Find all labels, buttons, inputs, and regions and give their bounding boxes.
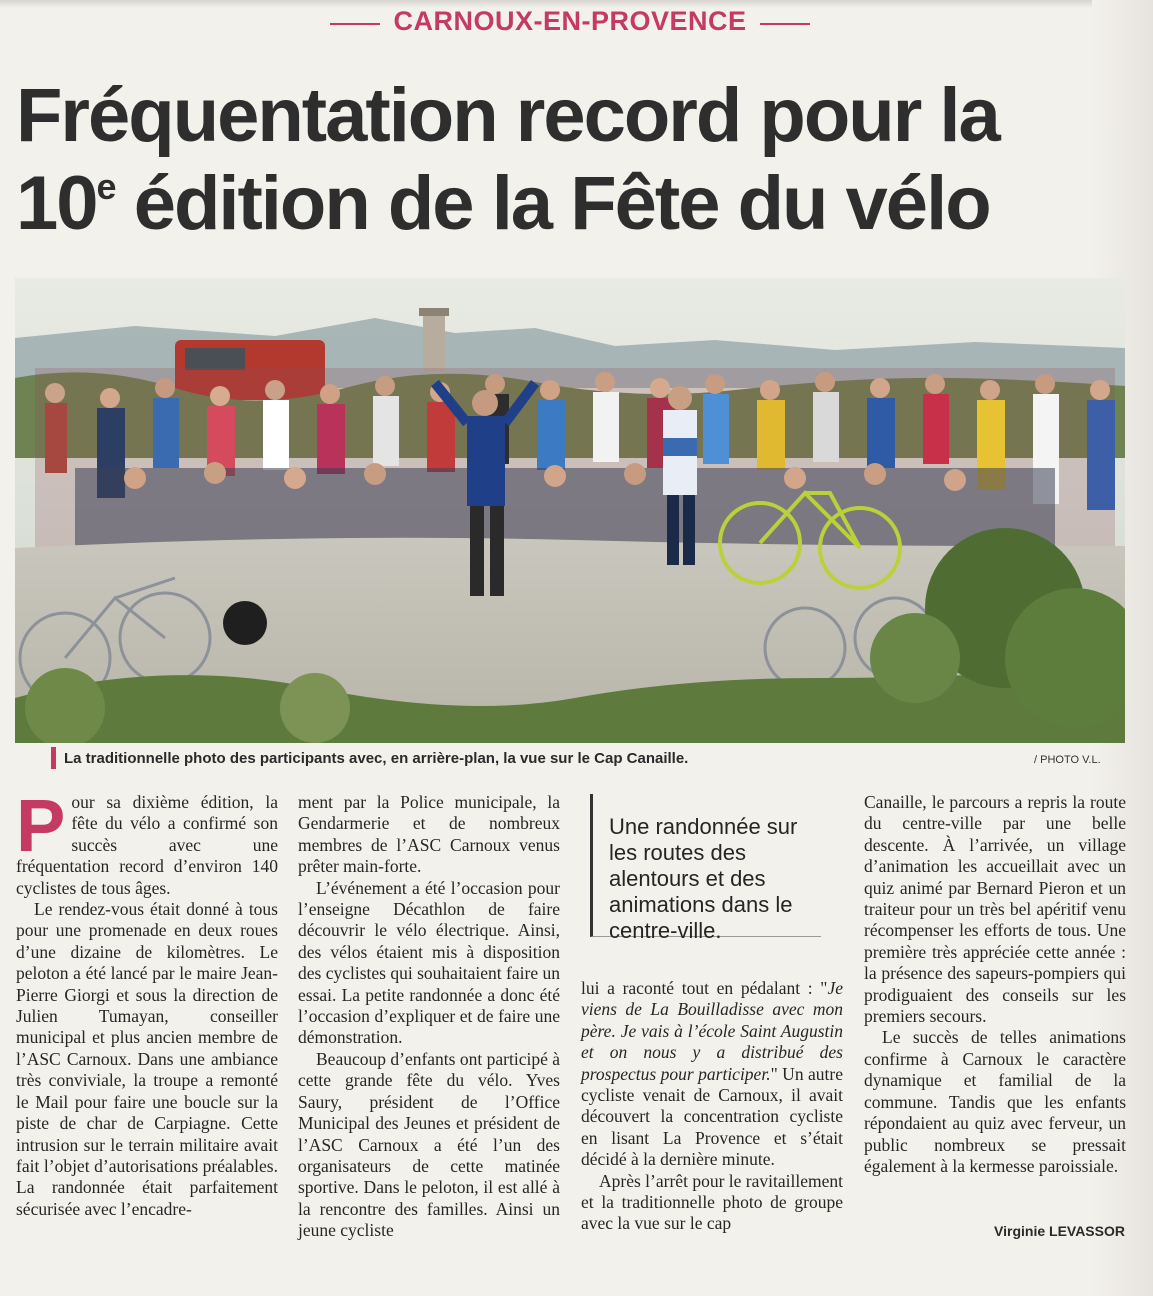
headline-ordinal: e	[96, 166, 115, 207]
photo-credit: / PHOTO V.L.	[1034, 754, 1101, 766]
quote-text: Je viens de La Bouilladisse avec mon père. Je vais à l’école Saint Augustin et on nous y a distribué des prospectus pour participer.	[581, 978, 843, 1084]
group-photo-illustration	[15, 278, 1125, 743]
paragraph: Canaille, le parcours a repris la route du centre-ville par une belle descente. À l’arrivée, un village d’animation les accueillait avec un quiz animé par Bernard Pieron et un traiteur pour un très bel apéritif venu récompenser les efforts de tous. Une première très appréciée cette année : la présence des sapeurs-pompiers qui prodiguaient des conseils sur les premiers secours.	[864, 792, 1126, 1027]
rubric-rule-left	[330, 23, 380, 25]
paragraph: ment par la Police municipale, la Gendarmerie et de nombreux membres de l’ASC Carnoux venus prêter main-forte.	[298, 792, 560, 877]
paragraph: Le succès de telles animations confirme à Carnoux le caractère dynamique et familial de la commune. Tandis que les enfants répondaient au quiz avec ferveur, un public nombreux se pressait également à la kermesse paroissiale.	[864, 1027, 1126, 1176]
drop-cap: P	[16, 784, 66, 867]
article-column-2	[298, 792, 560, 1242]
headline-line-1: Fréquentation record pour la	[16, 73, 999, 158]
paragraph: L’événement a été l’occasion pour l’enseigne Décathlon de faire découvrir le vélo électrique. Ainsi, des vélos étaient mis à disposition des cyclistes qui souhaitaient faire un essai. La petite randonnée a donc été l’occasion d’expliquer et de faire une démonstration.	[298, 877, 560, 1048]
paragraph	[581, 978, 843, 1171]
article-column-4	[864, 792, 1126, 1177]
paragraph: Le rendez-vous était donné à tous pour une promenade en deux roues d’une dizaine de kilomètres. Le peloton a été lancé par le maire Jean-Pierre Giorgi et sous la direction de Julien Tumayan, conseiller municipal et plus ancien membre de l’ASC Carnoux. Dans une ambiance très conviviale, la troupe a remonté le Mail pour faire une boucle sur la piste de char de Carpiagne. Cette intrusion sur le terrain militaire avait fait l’objet d’autorisations préalables. La randonnée était parfaitement sécurisée avec l’encadre-	[16, 899, 278, 1219]
headline-line-2: édition de la Fête du vélo	[114, 161, 990, 246]
paragraph: Beaucoup d’enfants ont participé à cette grande fête du vélo. Yves Saury, président de l’Office Municipal des Jeunes et président de l’ASC Carnoux a été l’un des organisateurs de cette matinée sportive. Dans le peloton, il est allé à la rencontre des familles. Ainsi un jeune cycliste	[298, 1048, 560, 1241]
rubric-rule-right	[760, 23, 810, 25]
paragraph-text: " Un autre cycliste venait de Carnoux, il avait découvert la concentration cycliste en lisant La Provence et s’était décidé à la dernière minute.	[581, 1063, 843, 1170]
author-signature: Virginie LEVASSOR	[994, 1223, 1125, 1239]
caption-marker	[51, 747, 56, 769]
paragraph: Après l’arrêt pour le ravitaillement et la traditionnelle photo de groupe avec la vue sur le cap	[581, 1170, 843, 1234]
pull-quote: Une randonnée sur les routes des alentours et des animations dans le centre-ville.	[609, 814, 798, 943]
headline-number: 10	[16, 161, 97, 246]
paragraph	[16, 784, 278, 899]
group-photo	[15, 278, 1125, 743]
article-column-1	[16, 784, 278, 1220]
paragraph-text: our sa dixième édition, la fête du vélo a confirmé son succès avec une fréquentation record d’environ 140 cyclistes de tous âges.	[16, 792, 278, 898]
section-rubric: CARNOUX-EN-PROVENCE	[393, 6, 747, 36]
photo-caption: La traditionnelle photo des participants avec, en arrière-plan, la vue sur le Cap Canaille.	[64, 750, 689, 767]
paragraph-text: lui a raconté tout en pédalant : "	[581, 978, 828, 998]
headline	[16, 72, 1096, 248]
article-column-3	[581, 978, 843, 1235]
pull-quote-box	[590, 794, 821, 943]
